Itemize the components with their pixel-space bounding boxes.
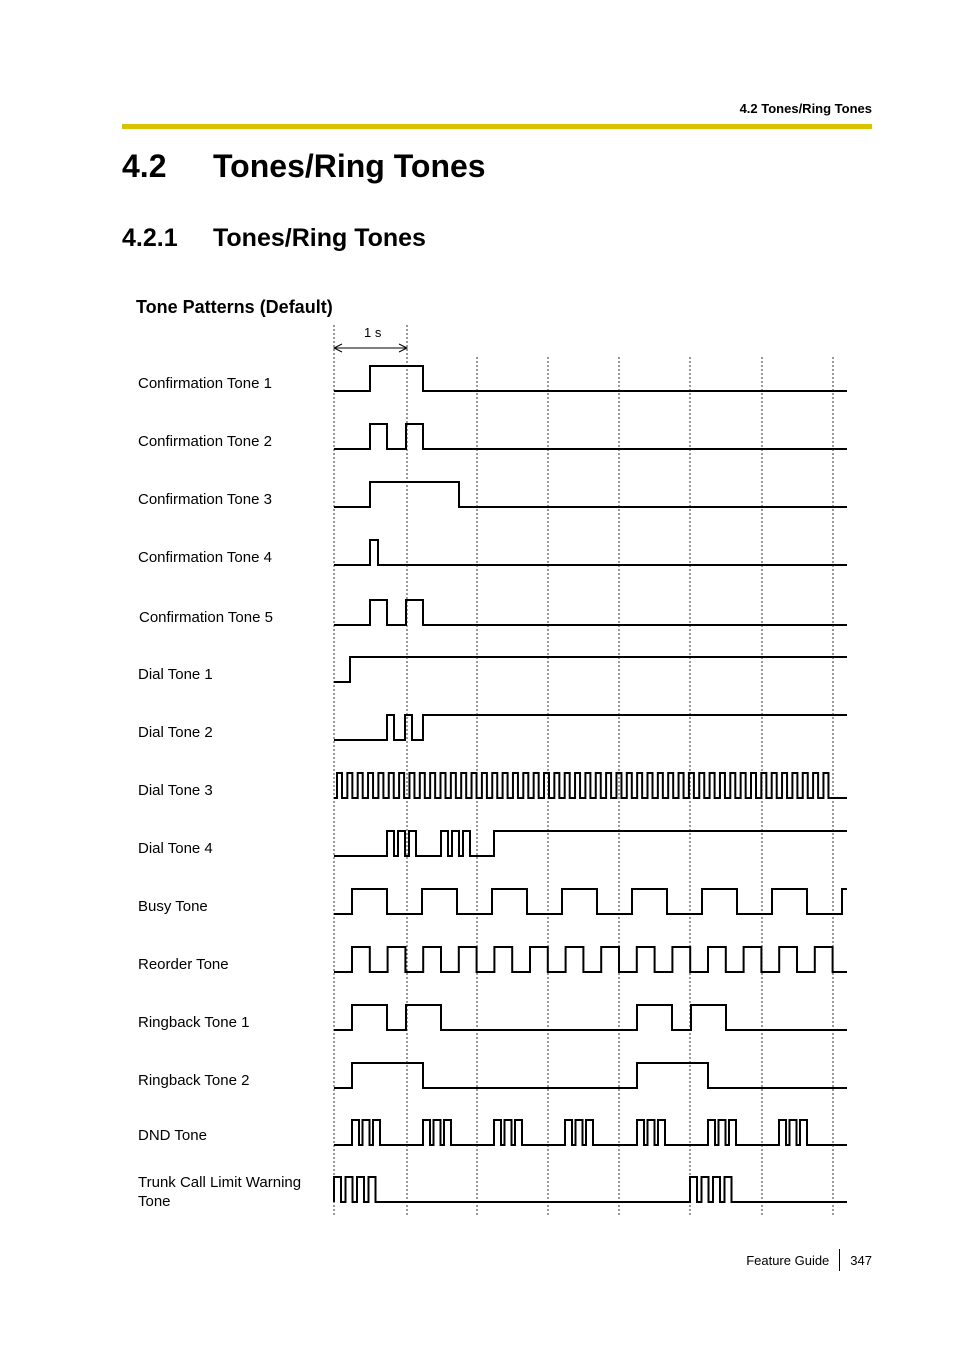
waveform-confirmation-3 xyxy=(334,482,847,507)
waveform-ringback-2 xyxy=(334,1063,847,1088)
tone-label-dial-1: Dial Tone 1 xyxy=(138,666,213,683)
tone-label-confirmation-2: Confirmation Tone 2 xyxy=(138,433,272,450)
footer-separator xyxy=(839,1249,840,1271)
waveform-trunk-call-limit xyxy=(334,1177,847,1202)
subsection-title: Tones/Ring Tones xyxy=(213,224,426,252)
waveform-confirmation-4 xyxy=(334,540,847,565)
tone-label-dnd: DND Tone xyxy=(138,1127,207,1144)
tone-label-dial-3: Dial Tone 3 xyxy=(138,782,213,799)
running-header: 4.2 Tones/Ring Tones xyxy=(739,101,872,116)
tone-label-reorder: Reorder Tone xyxy=(138,956,229,973)
waveform-confirmation-2 xyxy=(334,424,847,449)
figure-title: Tone Patterns (Default) xyxy=(136,297,333,317)
waveform-ringback-1 xyxy=(334,1005,847,1030)
waveform-busy xyxy=(334,889,847,914)
tone-label-ringback-2: Ringback Tone 2 xyxy=(138,1072,250,1089)
waveform-confirmation-1 xyxy=(334,366,847,391)
waveform-dial-4 xyxy=(334,831,847,856)
one-second-scale-marker xyxy=(334,344,407,352)
waveform-reorder xyxy=(334,947,847,972)
tone-label-dial-4: Dial Tone 4 xyxy=(138,840,213,857)
waveform-dial-3 xyxy=(334,773,847,798)
tone-label-confirmation-1: Confirmation Tone 1 xyxy=(138,375,272,392)
tone-label-confirmation-3: Confirmation Tone 3 xyxy=(138,491,272,508)
section-title: Tones/Ring Tones xyxy=(213,148,486,184)
tone-label-dial-2: Dial Tone 2 xyxy=(138,724,213,741)
page-number: 347 xyxy=(850,1252,872,1268)
section-number: 4.2 xyxy=(122,148,167,184)
tone-waveforms xyxy=(334,366,847,1202)
time-gridlines xyxy=(334,325,833,1215)
waveform-dial-1 xyxy=(334,657,847,682)
tone-label-trunk-call-limit: Trunk Call Limit Warning Tone xyxy=(138,1174,302,1210)
page-footer xyxy=(746,1249,872,1271)
subsection-number: 4.2.1 xyxy=(122,224,178,252)
time-scale-label: 1 s xyxy=(364,325,382,340)
tone-label-ringback-1: Ringback Tone 1 xyxy=(138,1014,250,1031)
waveform-dnd xyxy=(334,1120,847,1145)
waveform-dial-2 xyxy=(334,715,847,740)
footer-guide-name: Feature Guide xyxy=(746,1252,830,1268)
tone-label-confirmation-4: Confirmation Tone 4 xyxy=(138,549,272,566)
waveform-confirmation-5 xyxy=(334,600,847,625)
tone-label-busy: Busy Tone xyxy=(138,898,208,915)
tone-label-confirmation-5: Confirmation Tone 5 xyxy=(139,609,273,626)
